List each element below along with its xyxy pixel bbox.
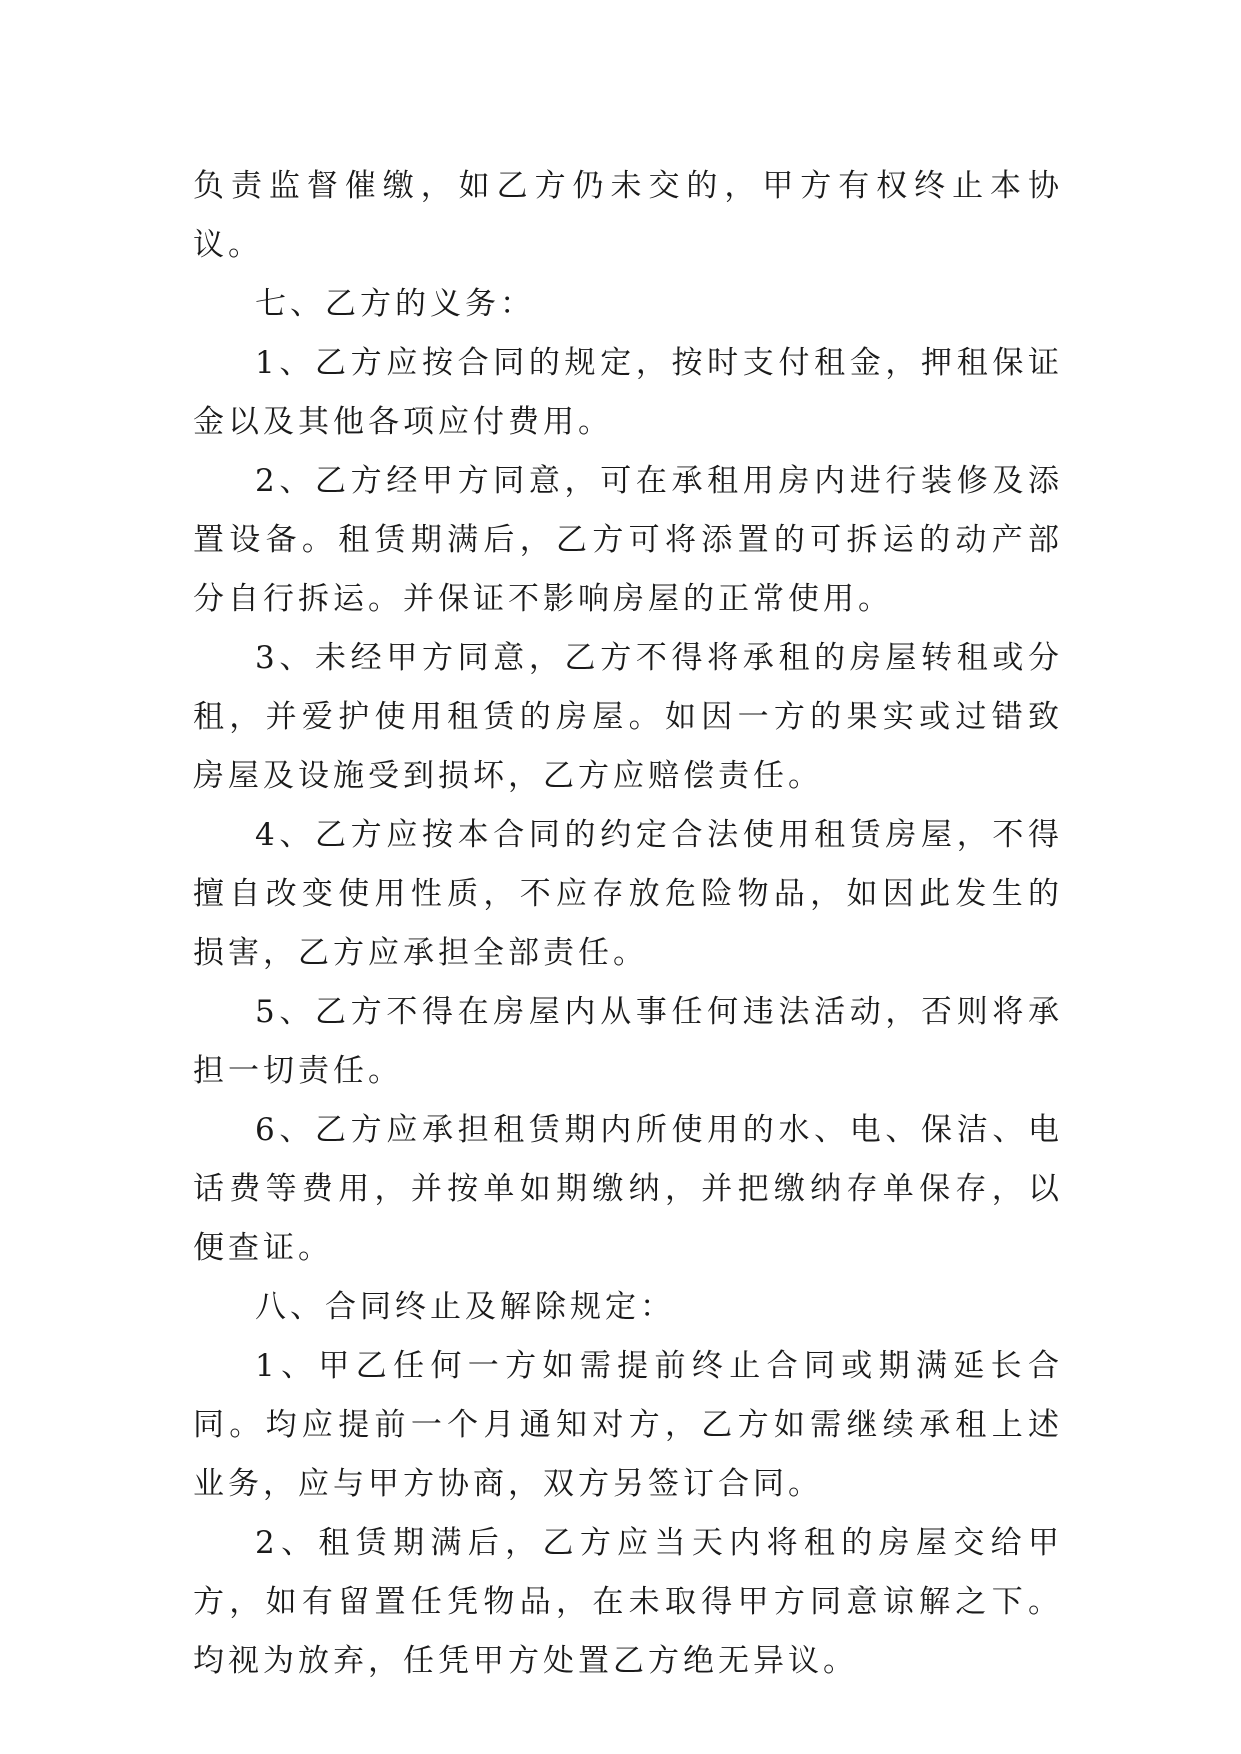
paragraph: 4、乙方应按本合同的约定合法使用租赁房屋，不得擅自改变使用性质，不应存放危险物品，如因此发生的损害，乙方应承担全部责任。	[193, 817, 1063, 971]
paragraph: 2、乙方经甲方同意，可在承租用房内进行装修及添置设备。租赁期满后，乙方可将添置的可拆运的动产部分自行拆运。并保证不影响房屋的正常使用。	[193, 463, 1063, 617]
paragraph: 2、租赁期满后，乙方应当天内将租的房屋交给甲方，如有留置任凭物品，在未取得甲方同意谅解之下。均视为放弃，任凭甲方处置乙方绝无异议。	[193, 1525, 1063, 1679]
section-heading: 八、合同终止及解除规定：	[255, 1289, 675, 1325]
paragraph: 3、未经甲方同意，乙方不得将承租的房屋转租或分租，并爱护使用租赁的房屋。如因一方的果实或过错致房屋及设施受到损坏，乙方应赔偿责任。	[193, 640, 1063, 794]
paragraph: 5、乙方不得在房屋内从事任何违法活动，否则将承担一切责任。	[193, 994, 1063, 1089]
paragraph: 1、乙方应按合同的规定，按时支付租金，押租保证金以及其他各项应付费用。	[193, 345, 1063, 440]
paragraph: 1、甲乙任何一方如需提前终止合同或期满延长合同。均应提前一个月通知对方，乙方如需继续承租上述业务，应与甲方协商，双方另签订合同。	[193, 1348, 1063, 1502]
section-heading: 七、乙方的义务：	[255, 286, 535, 322]
paragraph: 6、乙方应承担租赁期内所使用的水、电、保洁、电话费等费用，并按单如期缴纳，并把缴纳存单保存，以便查证。	[193, 1112, 1063, 1266]
document-body	[193, 157, 1063, 1691]
paragraph: 负责监督催缴，如乙方仍未交的，甲方有权终止本协议。	[193, 168, 1063, 263]
